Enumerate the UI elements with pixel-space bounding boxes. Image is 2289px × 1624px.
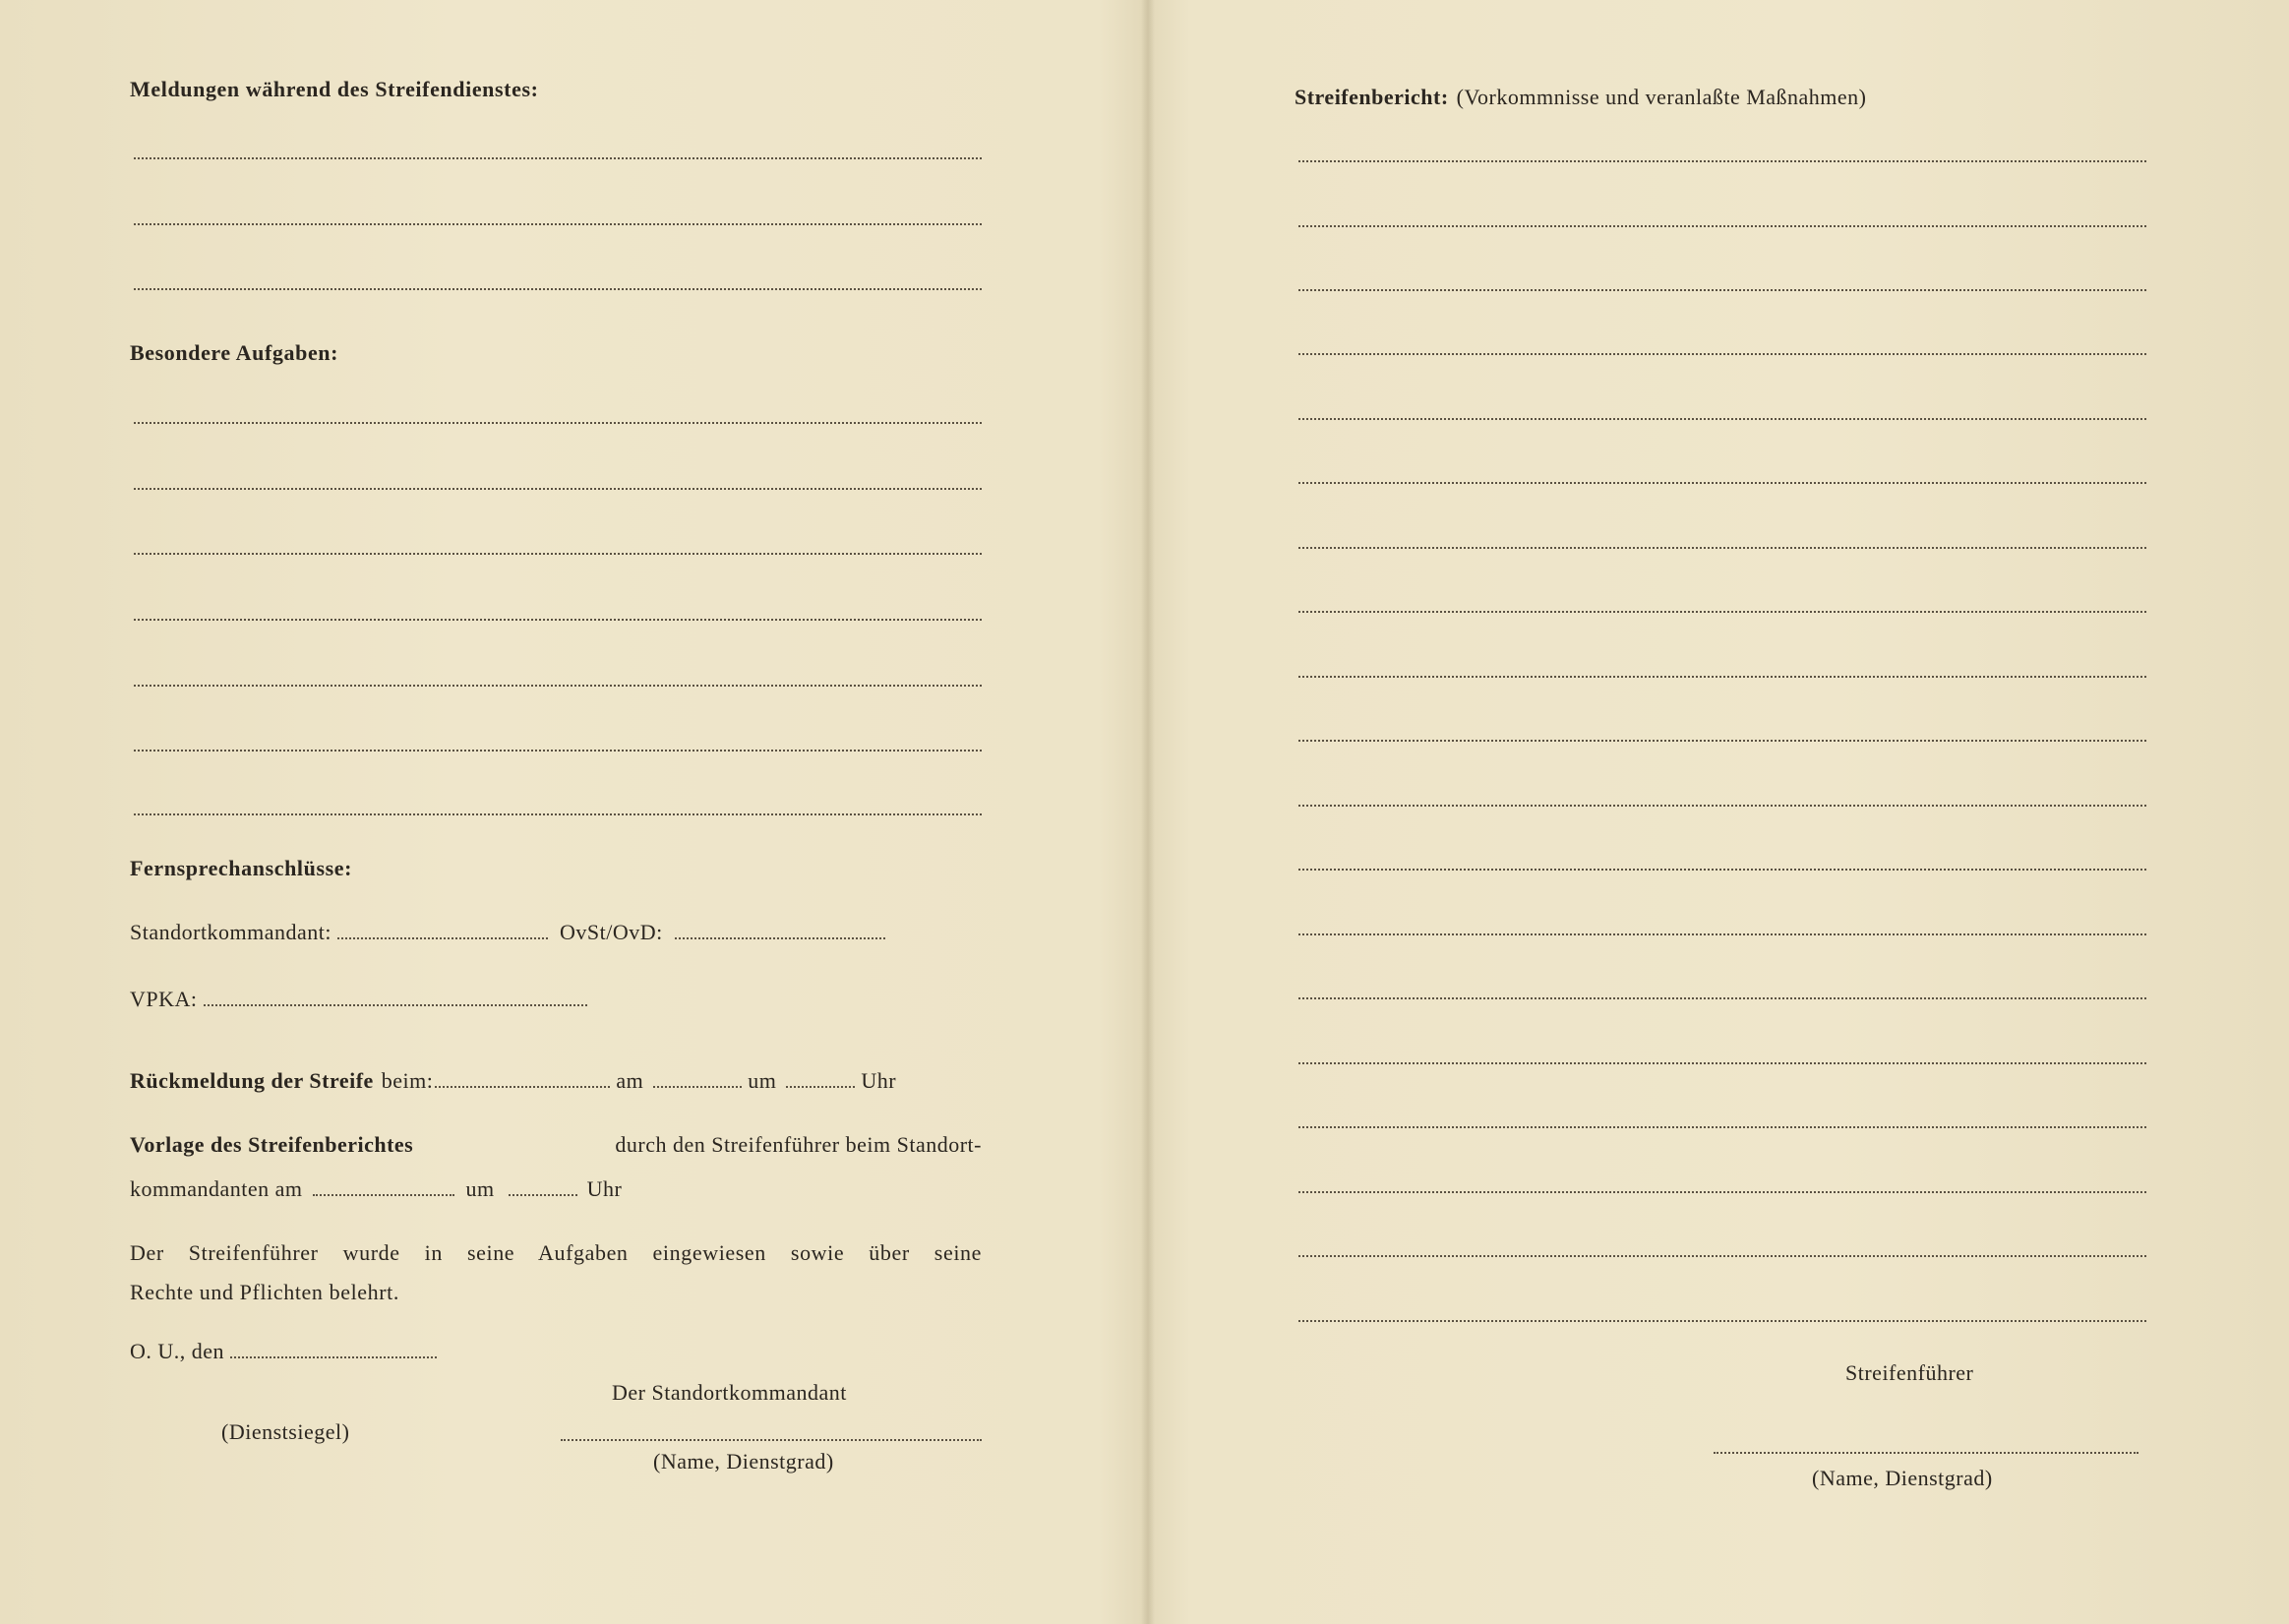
vorlage-rest: durch den Streifenführer beim Standort- <box>615 1132 982 1157</box>
ou-label: O. U., den <box>130 1339 225 1363</box>
aufgaben-line-5[interactable] <box>134 685 982 687</box>
bericht-line-4[interactable] <box>1298 353 2146 355</box>
vpka-field[interactable] <box>204 1003 587 1006</box>
bericht-line-9[interactable] <box>1298 676 2146 678</box>
meldungen-line-2[interactable] <box>134 223 982 225</box>
phone-row-2 <box>130 987 593 1012</box>
bericht-line-3[interactable] <box>1298 289 2146 291</box>
bericht-line-17[interactable] <box>1298 1191 2146 1193</box>
bericht-line-14[interactable] <box>1298 997 2146 999</box>
aufgaben-line-4[interactable] <box>134 619 982 621</box>
standortkommandant-signature-line[interactable] <box>561 1439 982 1441</box>
belehrt-line-2: Rechte und Pflichten belehrt. <box>130 1280 399 1304</box>
meldungen-heading: Meldungen während des Streifendienstes: <box>130 77 539 101</box>
bericht-line-10[interactable] <box>1298 740 2146 742</box>
vorlage-label: Vorlage des Streifenberichtes <box>130 1132 414 1157</box>
rueck-label: Rückmeldung der Streife <box>130 1068 374 1093</box>
fernsprech-heading: Fernsprechanschlüsse: <box>130 856 353 880</box>
phone-row-1 <box>130 920 982 945</box>
aufgaben-line-7[interactable] <box>134 813 982 815</box>
ou-row <box>130 1339 443 1364</box>
bericht-line-12[interactable] <box>1298 869 2146 871</box>
vorlage-row-1 <box>130 1132 982 1158</box>
aufgaben-line-6[interactable] <box>134 750 982 752</box>
bericht-line-6[interactable] <box>1298 482 2146 484</box>
rueck-uhr-label: Uhr <box>861 1068 897 1093</box>
rueck-um-label: um <box>748 1068 777 1093</box>
standortkommandant-signature-label: Der Standortkommandant <box>612 1380 847 1405</box>
bericht-line-8[interactable] <box>1298 611 2146 613</box>
ovst-field[interactable] <box>675 936 885 939</box>
ovst-label: OvSt/OvD: <box>560 920 663 944</box>
belehrt-line-1: Der Streifenführer wurde in seine Aufgaben eingewiesen sowie über seine <box>130 1240 982 1265</box>
streifenfuehrer-signature-line[interactable] <box>1714 1452 2138 1454</box>
left-name-dienstgrad-label: (Name, Dienstgrad) <box>653 1449 834 1474</box>
rueck-am-label: am <box>616 1068 644 1093</box>
vpka-label: VPKA: <box>130 987 198 1011</box>
bericht-line-1[interactable] <box>1298 160 2146 162</box>
bericht-line-5[interactable] <box>1298 418 2146 420</box>
left-page <box>130 0 982 1624</box>
vorlage-um-label: um <box>465 1176 495 1201</box>
bericht-line-13[interactable] <box>1298 933 2146 935</box>
bericht-line-11[interactable] <box>1298 805 2146 807</box>
bericht-line-16[interactable] <box>1298 1126 2146 1128</box>
bericht-line-15[interactable] <box>1298 1062 2146 1064</box>
bericht-subtitle: (Vorkommnisse und veranlaßte Maßnahmen) <box>1456 85 1867 109</box>
bericht-line-2[interactable] <box>1298 225 2146 227</box>
aufgaben-line-3[interactable] <box>134 553 982 555</box>
standort-field[interactable] <box>337 936 548 939</box>
bericht-line-18[interactable] <box>1298 1255 2146 1257</box>
page-fold <box>1141 0 1155 1624</box>
rueck-beim-field[interactable] <box>435 1085 610 1088</box>
standort-label: Standortkommandant: <box>130 920 332 944</box>
bericht-line-19[interactable] <box>1298 1320 2146 1322</box>
right-name-dienstgrad-label: (Name, Dienstgrad) <box>1812 1466 1993 1490</box>
dienstsiegel-label: (Dienstsiegel) <box>221 1419 350 1444</box>
vorlage-uhr-label: Uhr <box>586 1176 623 1201</box>
vorlage-row-2 <box>130 1176 622 1202</box>
right-page <box>1295 0 2146 1624</box>
rueck-am-field[interactable] <box>653 1085 742 1088</box>
vorlage-kommandanten-label: kommandanten am <box>130 1176 303 1201</box>
streifenfuehrer-label: Streifenführer <box>1845 1360 1974 1385</box>
vorlage-um-field[interactable] <box>509 1193 577 1196</box>
rueck-um-field[interactable] <box>786 1085 855 1088</box>
rueck-beim-label: beim: <box>381 1068 434 1093</box>
meldungen-line-1[interactable] <box>134 157 982 159</box>
aufgaben-line-1[interactable] <box>134 422 982 424</box>
aufgaben-line-2[interactable] <box>134 488 982 490</box>
rueckmeldung-row <box>130 1068 982 1094</box>
bericht-label: Streifenbericht: <box>1295 85 1449 109</box>
ou-date-field[interactable] <box>230 1355 437 1358</box>
meldungen-line-3[interactable] <box>134 288 982 290</box>
bericht-line-7[interactable] <box>1298 547 2146 549</box>
aufgaben-heading: Besondere Aufgaben: <box>130 340 339 365</box>
bericht-heading <box>1295 85 1867 110</box>
vorlage-am-field[interactable] <box>313 1193 454 1196</box>
